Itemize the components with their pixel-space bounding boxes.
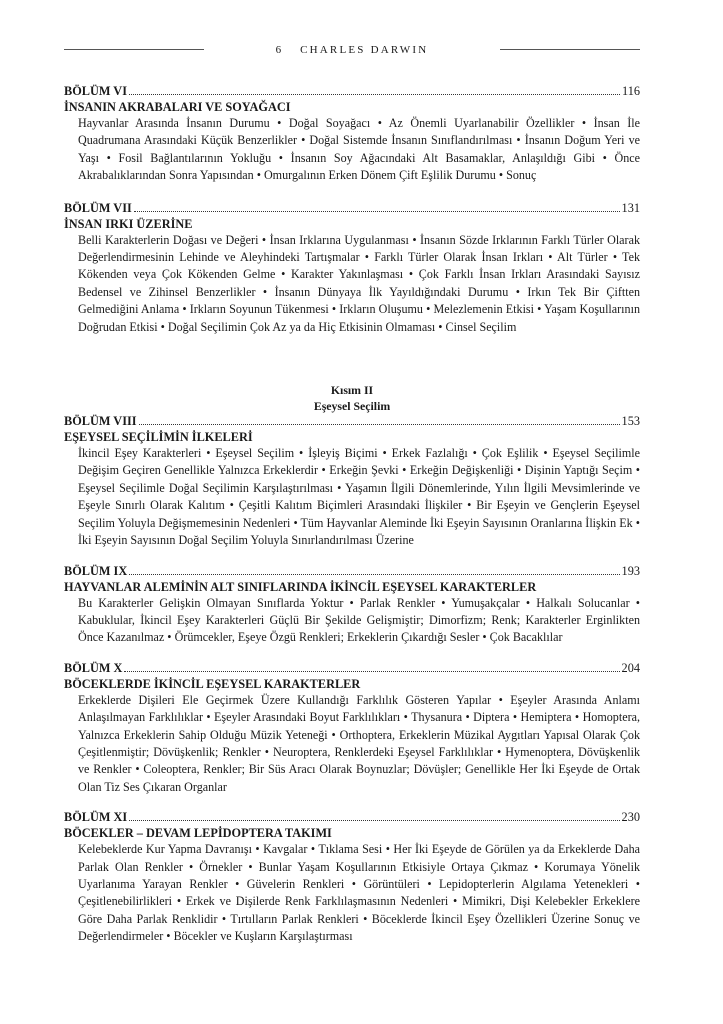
chapter-label: BÖLÜM VI <box>64 84 127 98</box>
chapter-title: BÖCEKLER – DEVAM LEPİDOPTERA TAKIMI <box>64 826 332 841</box>
chapter-page-number: 204 <box>621 660 640 675</box>
chapter-title: İNSANIN AKRABALARI VE SOYAĞACI <box>64 100 291 114</box>
running-head-author: CHARLES DARWIN <box>300 44 429 56</box>
toc-chapter-line <box>64 564 640 579</box>
page-number: 6 <box>275 44 283 56</box>
chapter-page-number: 131 <box>621 200 640 215</box>
header-rule-right <box>500 49 640 50</box>
table-of-contents <box>64 84 640 946</box>
toc-entry-chapter-6 <box>64 84 640 185</box>
chapter-label: BÖLÜM X <box>64 660 123 675</box>
dot-leader <box>129 94 620 95</box>
toc-chapter-line <box>64 201 640 216</box>
chapter-summary: İkincil Eşey Karakterleri • Eşeysel Seçilim • İşleyiş Biçimi • Erkek Fazlalığı • Çok Eşlilik • Eşeysel Seçilimle Değişim Geçiren Genellikle Yalnızca Erkeklerdir • Erkeğin Şevki • Erkeğin Değişkenliği • Dişinin Yaptığı Seçim • Eşeysel Seçilimle Doğal Seçilimin Karşılaştırılması • Yaşamın İlgili Dönemlerinde, Yılın İlgili Mevsimlerinde ve Eşeyle Sınırlı Olarak Kalıtım • Çeşitli Kalıtım Biçimleri Arasındaki İlişkiler • Bir Eşeyin ve Gençlerin Eşeysel Seçilim Yoluyla Değişmemesinin Nedenleri • Tüm Hayvanlar Aleminde İki Eşeyin Sayısının Oranlarına İlişkin Ek • İki Eşeyin Sayısının Doğal Seçilim Yoluyla Sınırlandırılması Üzerine <box>78 446 640 548</box>
chapter-summary: Belli Karakterlerin Doğası ve Değeri • İnsan Irklarına Uygulanması • İnsanın Sözde Irklarının Farklı Türler Olarak Değerlendirmesinin Lehinde ve Aleyhindeki Tartışmalar • Farklı Türler Olarak İnsan Irkları • Alt Türler • Tek Kökenden veya Çok Kökenden Gelme • Karakter Yakınlaşması • Çok Farklı İnsan Irkları Arasındaki Sayısız Bedensel ve Zihinsel Benzerlikler • İnsanın Dünyaya İlk Yayıldığındaki Durumu • Irkın Tek Bir Çiftten Gelmediğini Anlama • Irkların Soyunun Tükenmesi • Irkların Oluşumu • Melezlemenin Etkisi • Yaşam Koşullarının Doğrudan Etkisi • Doğal Seçilimin Çok Az ya da Hiç Etkisinin Olmaması • Cinsel Seçilim <box>78 232 640 334</box>
header-rule-left <box>64 49 204 50</box>
chapter-title: EŞEYSEL SEÇİLİMİN İLKELERİ <box>64 430 253 445</box>
toc-entry-chapter-7 <box>64 201 640 336</box>
chapter-summary: Kelebeklerde Kur Yapma Davranışı • Kavgalar • Tıklama Sesi • Her İki Eşeyde de Görülen ya da Erkeklerde Daha Parlak Olan Renkler • Örnekler • Bunlar Yaşam Koşullarının Etkisiyle Ortaya Çıkmaz • Korumaya Yönelik Uyarlanıma Yarayan Renkler • Güvelerin Renkleri • Görüntüleri • Lepidopterlerin Algılama Yetenekleri • Çeşitlenebilirlikleri • Erkek ve Dişilerde Renk Farklılaşmasının Nedenleri • Mimikri, Dişi Kelebekler Erkeklere Göre Daha Parlak Renklidir • Tırtılların Parlak Renkleri • Böceklerde İkincil Eşey Özellikleri Üzerine Sonuç ve Değerlendirmeler • Böcekler ve Kuşların Karşılaştırması <box>78 842 640 944</box>
chapter-page-number: 153 <box>621 414 640 429</box>
chapter-page-number: 116 <box>622 84 640 98</box>
dot-leader <box>139 424 620 425</box>
toc-chapter-line <box>64 84 640 99</box>
toc-entry-chapter-9 <box>64 564 640 647</box>
toc-entry-chapter-10 <box>64 661 640 796</box>
toc-chapter-line <box>64 661 640 676</box>
chapter-label: BÖLÜM XI <box>64 810 128 825</box>
chapter-page-number: 193 <box>621 563 640 578</box>
part-label: Kısım II <box>330 383 374 398</box>
chapter-title: İNSAN IRKI ÜZERİNE <box>64 216 193 231</box>
toc-entry-chapter-11 <box>64 810 640 945</box>
toc-chapter-line <box>64 414 640 429</box>
dot-leader <box>129 574 619 575</box>
chapter-label: BÖLÜM IX <box>64 563 128 578</box>
part-title: Eşeysel Seçilim <box>313 399 391 414</box>
running-header <box>64 40 640 60</box>
chapter-label: BÖLÜM VII <box>64 200 132 215</box>
toc-chapter-line <box>64 810 640 825</box>
dot-leader <box>124 671 619 672</box>
part-heading <box>64 382 640 414</box>
chapter-page-number: 230 <box>621 810 640 825</box>
dot-leader <box>134 211 620 212</box>
chapter-summary: Hayvanlar Arasında İnsanın Durumu • Doğal Soyağacı • Az Önemli Uyarlanabilir Özellikler • İnsan İle Quadrumana Arasındaki Küçük Benzerlikler • Doğal Sistemde İnsanın Sınıflandırılması • İnsanın Doğum Yeri ve Yaşı • Fosil Bağlantılarının Yokluğu • İnsanın Soy Ağacındaki Alt Basamaklar, Anlaşıldığı Gibi • Önce Akrabalıklarından Sonra Yapısından • Omurgalının Erken Dönem Çift Eşlilik Durumu • Sonuç <box>78 116 640 183</box>
toc-entry-chapter-8 <box>64 414 640 549</box>
chapter-title: HAYVANLAR ALEMİNİN ALT SINIFLARINDA İKİNCİL EŞEYSEL KARAKTERLER <box>64 579 537 594</box>
chapter-summary: Bu Karakterler Gelişkin Olmayan Sınıflarda Yoktur • Parlak Renkler • Yumuşakçalar • Halkalı Solucanlar • Kabuklular, İkincil Eşey Karakterleri Güçlü Bir Şekilde Gelişmiştir; Dimorfizm; Renk; Karakterler Erginlikten Önce Kazanılmaz • Örümcekler, Eşeye Özgü Renkleri; Erkeklerin Çıkardığı Sesler • Çok Bacaklılar <box>78 595 640 645</box>
dot-leader <box>129 820 619 821</box>
chapter-summary: Erkeklerde Dişileri Ele Geçirmek Üzere Kullandığı Farklılık Gösteren Yapılar • Eşeyler Arasında Anlamı Anlaşılmayan Farklılıklar • Eşeyler Arasındaki Boyut Farklılıkları • Thysanura • Diptera • Hemiptera • Homoptera, Yalnızca Erkeklerin Sahip Olduğu Müzik Yeteneği • Orthoptera, Erkeklerin Müzikal Aygıtları Yapısal Olarak Çok Çeşitlenmiştir; Dövüşkenlik; Renkler • Neuroptera, Renklerdeki Eşeysel Farklılıklar • Hymenoptera, Dövüşkenlik ve Renkler • Coleoptera, Renkler; Bir Süs Aracı Olarak Boynuzlar; Dövüşler; Genellikle Her İki Eşeyde de Ortak Olan Tiz Ses Çıkaran Organlar <box>78 692 640 794</box>
chapter-label: BÖLÜM VIII <box>64 414 137 429</box>
chapter-title: BÖCEKLERDE İKİNCİL EŞEYSEL KARAKTERLER <box>64 676 361 691</box>
